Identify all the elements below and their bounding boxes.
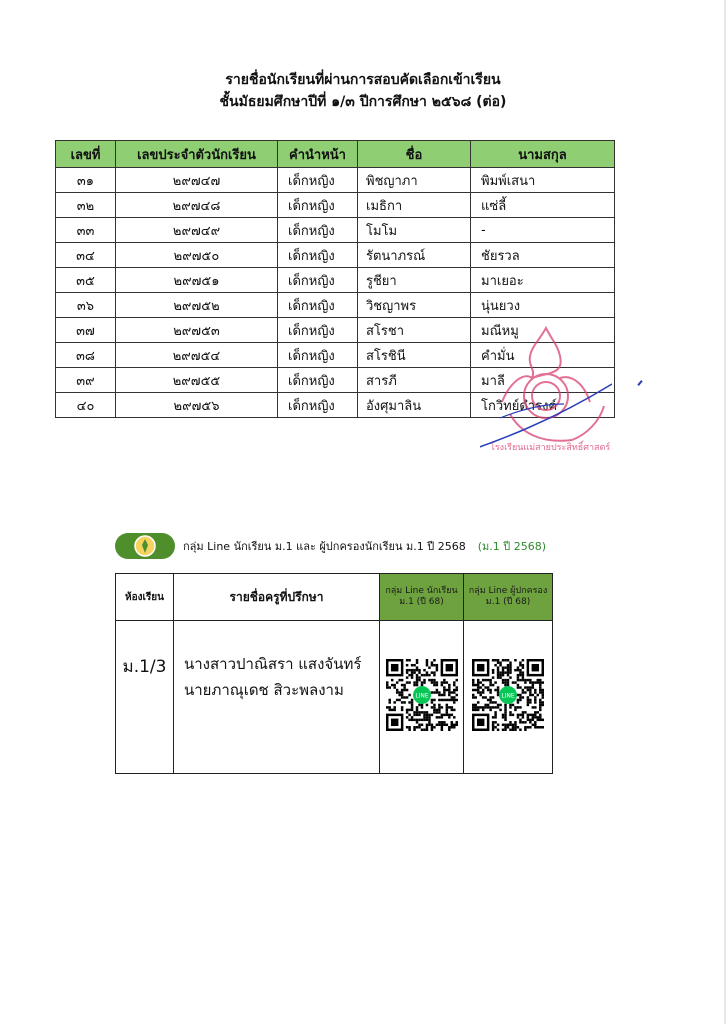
header-advisors: รายชื่อครูที่ปรึกษา <box>174 574 380 621</box>
student-prefix: เด็กหญิง <box>278 343 358 368</box>
student-line-qr-code[interactable] <box>386 659 458 731</box>
student-prefix: เด็กหญิง <box>278 168 358 193</box>
student-number: ๓๕ <box>56 268 116 293</box>
student-id: ๒๙๗๔๙ <box>116 218 278 243</box>
student-id: ๒๙๗๔๗ <box>116 168 278 193</box>
line-group-heading: กลุ่ม Line นักเรียน ม.1 และ ผู้ปกครองนักเรียน ม.1 ปี 2568 <box>183 540 466 553</box>
parent-line-qr-cell <box>464 621 553 774</box>
student-number: ๓๓ <box>56 218 116 243</box>
line-group-heading-note: (ม.1 ปี 2568) <box>477 540 547 553</box>
student-id: ๒๙๗๕๒ <box>116 293 278 318</box>
student-first-name: วิชญาพร <box>358 293 471 318</box>
student-number: ๓๖ <box>56 293 116 318</box>
student-first-name: สโรชินี <box>358 343 471 368</box>
student-line-qr-cell <box>380 621 464 774</box>
table-row <box>56 268 615 293</box>
student-id: ๒๙๗๕๕ <box>116 368 278 393</box>
student-last-name: - <box>471 218 615 243</box>
student-first-name: สโรชา <box>358 318 471 343</box>
document-subtitle: ชั้นมัธยมศึกษาปีที่ ๑/๓ ปีการศึกษา ๒๕๖๘ (ต่อ) <box>219 94 507 110</box>
advisor-name: นางสาวปาณิสรา แสงจันทร์ <box>184 655 362 673</box>
student-prefix: เด็กหญิง <box>278 193 358 218</box>
student-first-name: อังศุมาลิน <box>358 393 471 418</box>
line-table-row <box>116 621 553 774</box>
header-number: เลขที่ <box>56 141 116 168</box>
student-id: ๒๙๗๕๐ <box>116 243 278 268</box>
student-first-name: โมโม <box>358 218 471 243</box>
student-number: ๓๒ <box>56 193 116 218</box>
student-first-name: รัตนาภรณ์ <box>358 243 471 268</box>
student-prefix: เด็กหญิง <box>278 368 358 393</box>
student-number: ๓๘ <box>56 343 116 368</box>
header-last-name: นามสกุล <box>471 141 615 168</box>
table-row <box>56 293 615 318</box>
table-row <box>56 193 615 218</box>
student-last-name: ชัยรวล <box>471 243 615 268</box>
header-student-line-group: กลุ่ม Line นักเรียน ม.1 (ปี 68) <box>380 574 464 621</box>
student-last-name: โกวิทย์ดำรงค์ <box>471 393 615 418</box>
student-number: ๔๐ <box>56 393 116 418</box>
room-label: ม.1/3 <box>116 621 174 774</box>
student-first-name: พิชญาภา <box>358 168 471 193</box>
line-group-table <box>115 573 553 774</box>
student-last-name: คำมั่น <box>471 343 615 368</box>
student-number: ๓๙ <box>56 368 116 393</box>
table-row <box>56 243 615 268</box>
student-id: ๒๙๗๕๑ <box>116 268 278 293</box>
student-prefix: เด็กหญิง <box>278 243 358 268</box>
student-prefix: เด็กหญิง <box>278 218 358 243</box>
student-first-name: เมธิกา <box>358 193 471 218</box>
line-badge-text: LINE <box>414 692 429 700</box>
student-number: ๓๔ <box>56 243 116 268</box>
parent-line-qr-code[interactable] <box>472 659 544 731</box>
student-prefix: เด็กหญิง <box>278 318 358 343</box>
student-prefix: เด็กหญิง <box>278 293 358 318</box>
line-table-header-row <box>116 574 553 621</box>
roster-header-row <box>56 141 615 168</box>
advisor-name: นายภาณุเดช สิวะพลงาม <box>184 681 344 699</box>
table-row <box>56 218 615 243</box>
header-first-name: ชื่อ <box>358 141 471 168</box>
student-id: ๒๙๗๕๓ <box>116 318 278 343</box>
student-prefix: เด็กหญิง <box>278 268 358 293</box>
student-last-name: นุ่นยวง <box>471 293 615 318</box>
header-room: ห้องเรียน <box>116 574 174 621</box>
student-first-name: สารภี <box>358 368 471 393</box>
table-row <box>56 168 615 193</box>
header-student-id: เลขประจำตัวนักเรียน <box>116 141 278 168</box>
student-last-name: แซ่ลี้ <box>471 193 615 218</box>
header-prefix: คำนำหน้า <box>278 141 358 168</box>
header-parent-line-group: กลุ่ม Line ผู้ปกครอง ม.1 (ปี 68) <box>464 574 553 621</box>
student-number: ๓๑ <box>56 168 116 193</box>
line-group-header <box>115 531 546 561</box>
document-title: รายชื่อนักเรียนที่ผ่านการสอบคัดเลือกเข้าเรียน <box>225 72 501 88</box>
student-number: ๓๗ <box>56 318 116 343</box>
student-id: ๒๙๗๕๖ <box>116 393 278 418</box>
advisor-list <box>174 621 380 774</box>
student-prefix: เด็กหญิง <box>278 393 358 418</box>
student-id: ๒๙๗๕๔ <box>116 343 278 368</box>
seal-text: โรงเรียนแม่สายประสิทธิ์ศาสตร์ <box>490 443 611 453</box>
signature-tick <box>637 380 642 386</box>
student-last-name: มณีหมู <box>471 318 615 343</box>
school-logo-icon <box>115 533 175 559</box>
school-seal-stamp <box>480 322 612 462</box>
student-last-name: มาเยอะ <box>471 268 615 293</box>
student-last-name: มาลี <box>471 368 615 393</box>
line-badge-text: LINE <box>501 692 515 700</box>
student-first-name: รูชียา <box>358 268 471 293</box>
student-last-name: พิมพ์เสนา <box>471 168 615 193</box>
student-id: ๒๙๗๔๘ <box>116 193 278 218</box>
